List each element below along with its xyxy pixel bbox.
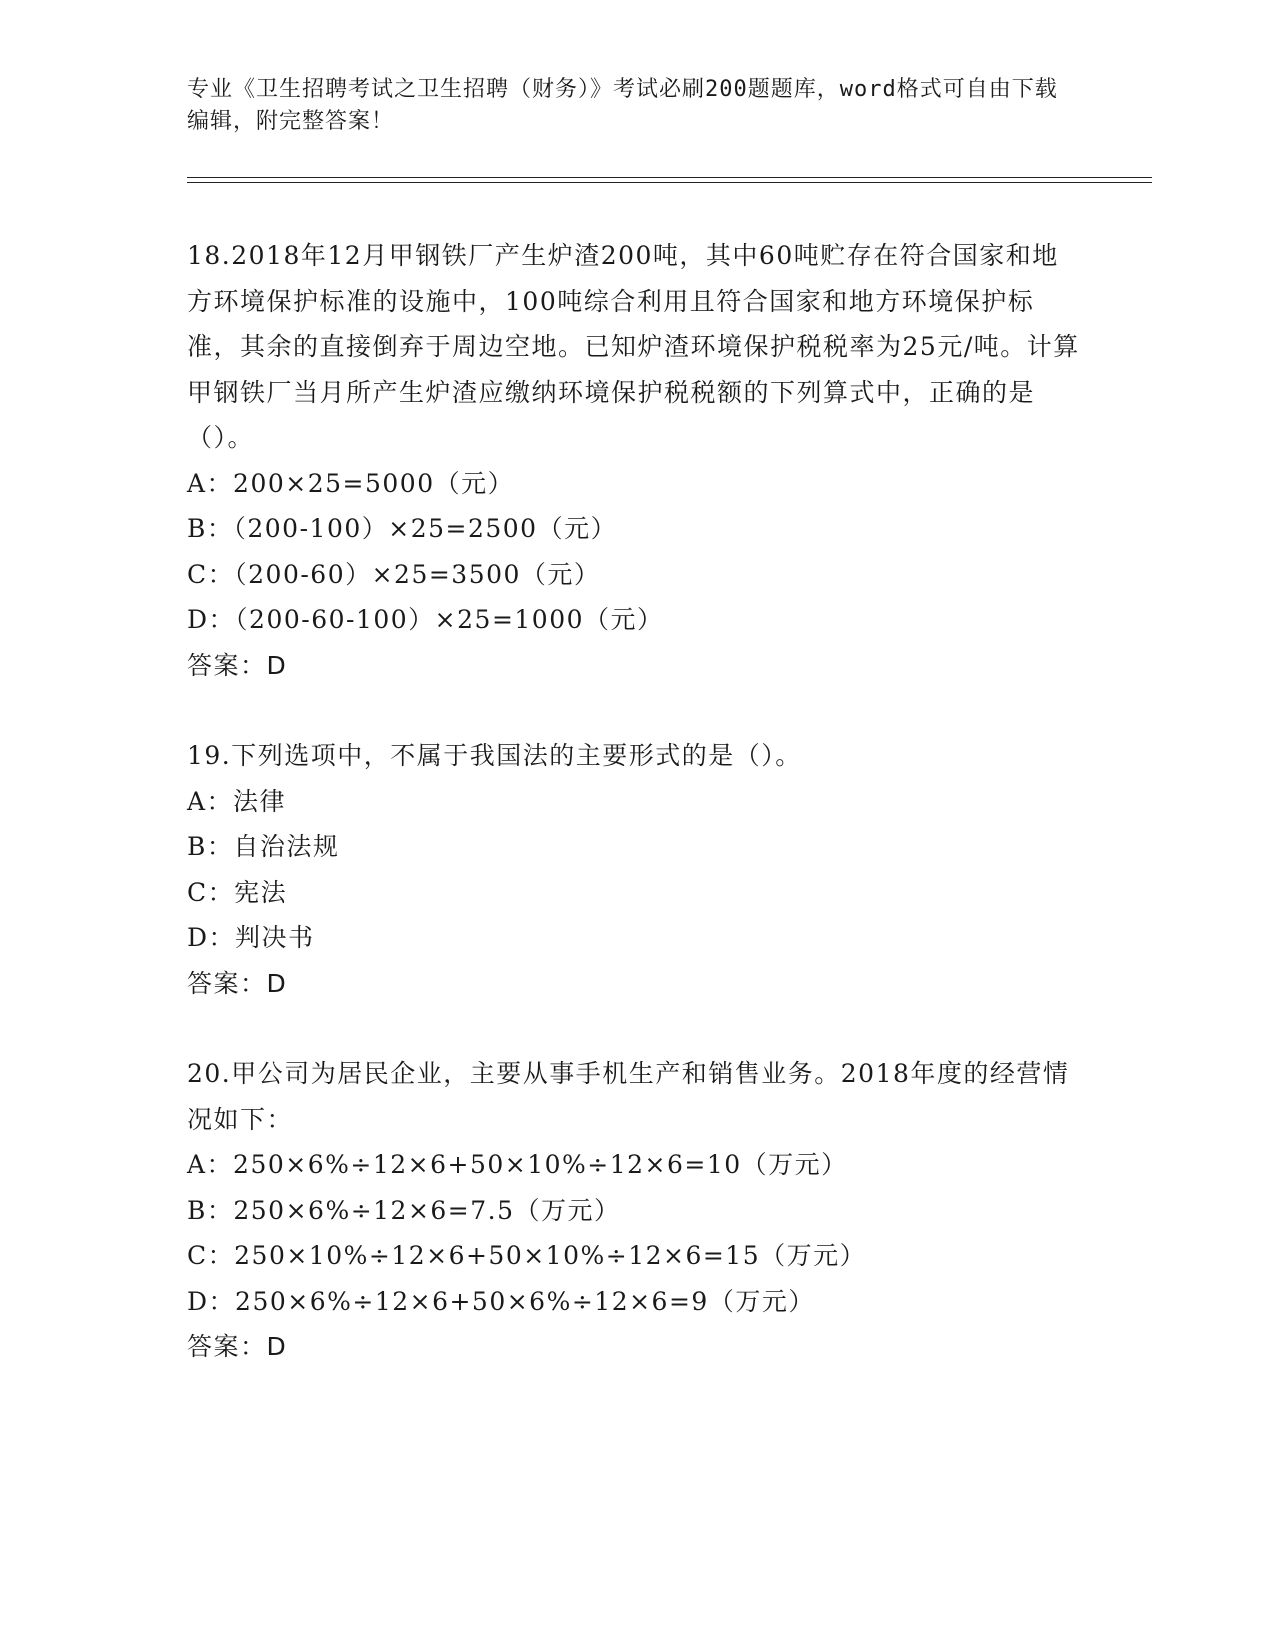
answer: 答案：D bbox=[187, 968, 288, 998]
option-b: B：250×6%÷12×6=7.5（万元） bbox=[187, 1195, 621, 1225]
option-d: D：（200-60-100）×25=1000（元） bbox=[187, 605, 664, 634]
option-a: A：250×6%÷12×6+50×10%÷12×6=10（万元） bbox=[187, 1150, 848, 1179]
option-c: C：宪法 bbox=[187, 877, 288, 907]
question-18 bbox=[187, 233, 1082, 688]
question-stem: 20.甲公司为居民企业，主要从事手机生产和销售业务。2018年度的经营情况如下： bbox=[187, 1059, 1070, 1134]
option-d: D：判决书 bbox=[187, 923, 315, 952]
question-20 bbox=[187, 1051, 1082, 1370]
option-d: D：250×6%÷12×6+50×6%÷12×6=9（万元） bbox=[187, 1286, 815, 1316]
question-stem: 19.下列选项中，不属于我国法的主要形式的是（）。 bbox=[187, 741, 802, 770]
option-c: C：（200-60）×25=3500（元） bbox=[187, 559, 601, 589]
question-stem: 18.2018年12月甲钢铁厂产生炉渣200吨，其中60吨贮存在符合国家和地方环境保护标准的设施中，100吨综合利用且符合国家和地方环境保护标准，其余的直接倒弃于周边空地。已知炉渣环境保护税税率为25元/吨。计算甲钢铁厂当月所产生炉渣应缴纳环境保护税税额的下列算式中，正确的是（）。 bbox=[187, 241, 1080, 452]
answer: 答案：D bbox=[187, 650, 288, 680]
option-c: C：250×10%÷12×6+50×10%÷12×6=15（万元） bbox=[187, 1241, 867, 1270]
option-a: A：法律 bbox=[187, 786, 287, 816]
document-header: 专业《卫生招聘考试之卫生招聘（财务）》考试必刷200题题库，word格式可自由下载编辑，附完整答案！ bbox=[187, 77, 1058, 134]
answer: 答案：D bbox=[187, 1332, 288, 1361]
header-divider-top bbox=[187, 177, 1152, 178]
option-a: A：200×25=5000（元） bbox=[187, 468, 515, 498]
header-divider-bottom bbox=[187, 182, 1152, 183]
option-b: B：（200-100）×25=2500（元） bbox=[187, 514, 618, 543]
question-19 bbox=[187, 733, 1082, 1006]
option-b: B：自治法规 bbox=[187, 832, 340, 861]
